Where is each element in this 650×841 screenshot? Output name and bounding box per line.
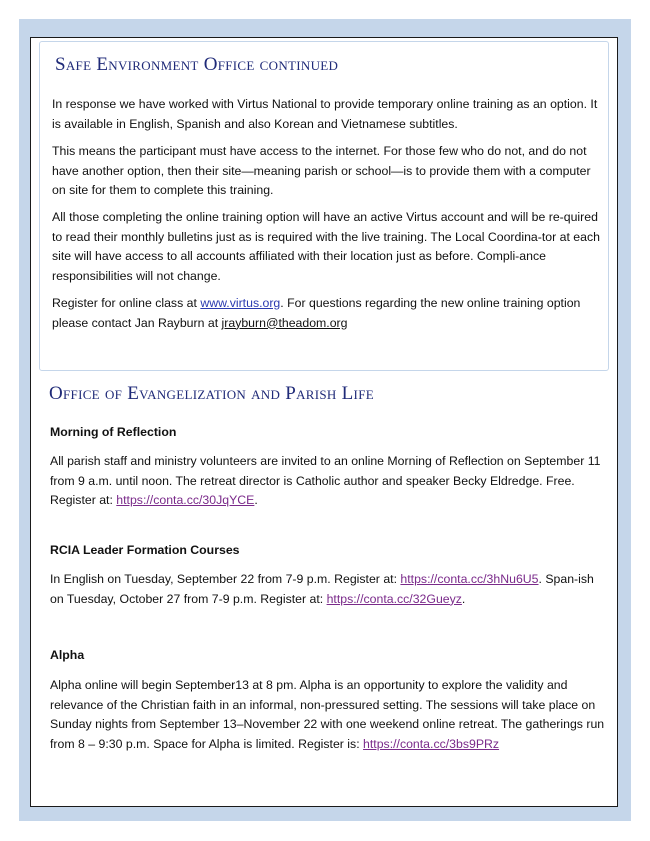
rcia-text-b: . Span-ish on Tuesday, October 27 from 7-9 p.m. Register at:	[50, 572, 594, 606]
reflection-heading: Morning of Reflection	[50, 425, 177, 439]
email-link[interactable]: jrayburn@theadom.org	[221, 315, 348, 330]
rcia-text-a: In English on Tuesday, September 22 from 7-9 p.m. Register at:	[50, 572, 401, 586]
safe-environment-paragraph-2: This means the participant must have access to the internet. For those few who do not, and do not have another option, then their site—meaning parish or school—is to provide them with a computer on site for them to complete this training.	[52, 144, 591, 198]
evangelization-title: Office of Evangelization and Parish Life	[49, 383, 374, 404]
alpha-text: Alpha online will begin September13 at 8 pm. Alpha is an opportunity to explore the validity and relevance of the Christian faith in an informal, non-pressured setting. The sessions will take place on Sunday nights from September 13–November 22 with one weekend online retreat. The gatherings run from 8 – 9:30 p.m. Space for Alpha is limited. Register is:	[50, 678, 605, 751]
safe-environment-title: Safe Environment Office continued	[55, 54, 339, 75]
rcia-heading: RCIA Leader Formation Courses	[50, 543, 240, 557]
reflection-tail: .	[254, 493, 258, 508]
alpha-link[interactable]: https://conta.cc/3bs9PRz	[363, 736, 500, 751]
rcia-tail: .	[461, 591, 466, 606]
document-page	[30, 37, 618, 807]
virtus-link[interactable]: www.virtus.org	[200, 296, 281, 310]
rcia-paragraph	[50, 570, 606, 609]
rcia-english-link[interactable]: https://conta.cc/3hNu6U5	[400, 572, 539, 586]
questions-text: . For questions regarding the new online training option please contact Jan Rayburn at	[52, 296, 581, 330]
alpha-heading: Alpha	[50, 648, 85, 662]
reflection-link[interactable]: https://conta.cc/30JqYCE	[116, 493, 255, 508]
register-text: Register for online class at	[52, 296, 201, 310]
safe-environment-paragraph-1: In response we have worked with Virtus National to provide temporary online training as an option. It is available in English, Spanish and also Korean and Vietnamese subtitles.	[52, 97, 598, 131]
safe-environment-paragraph-4	[52, 294, 604, 333]
safe-environment-paragraph-3: All those completing the online training option will have an active Virtus account and will be re-quired to read their monthly bulletins just as is required with the live training. The Local Coordina-tor at each site will have access to all accounts affiliated with their location just as before. Compli-ance responsibilities will not change.	[52, 210, 600, 283]
reflection-text: All parish staff and ministry volunteers are invited to an online Morning of Reflection on September 11 from 9 a.m. until noon. The retreat director is Catholic author and speaker Becky Eldredge. Free. Register at:	[50, 454, 601, 508]
rcia-spanish-link[interactable]: https://conta.cc/32Gueyz	[326, 591, 462, 606]
reflection-paragraph	[50, 452, 606, 511]
alpha-paragraph	[50, 676, 606, 754]
